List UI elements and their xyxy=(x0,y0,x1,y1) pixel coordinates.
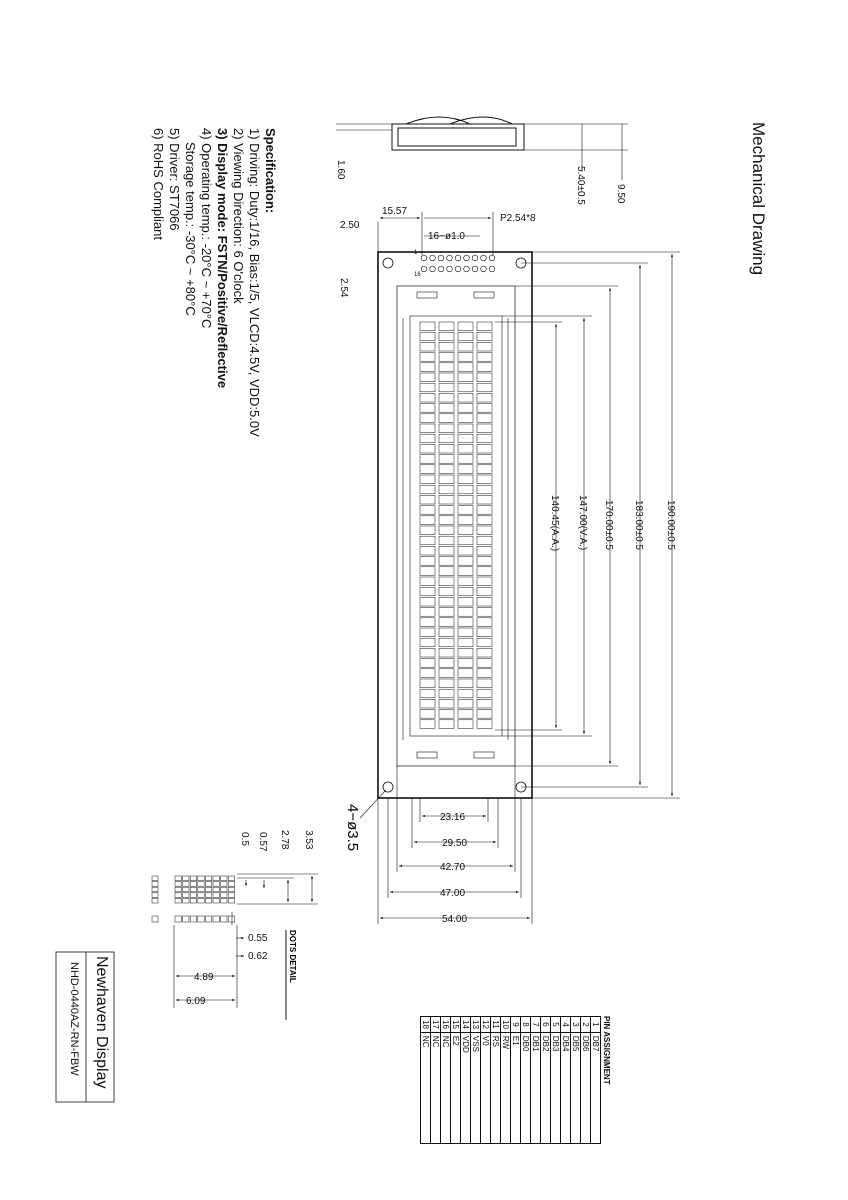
spec-line: 1) Driving: Duty:1/16, Bias:1/5, VLCD:4.5V, VDD:5.0V xyxy=(247,128,262,437)
dot xyxy=(175,876,181,881)
pin-signal: DB3 xyxy=(551,1032,561,1143)
dot xyxy=(221,876,227,881)
pin-number: 3 xyxy=(571,1017,581,1033)
pin-number: 6 xyxy=(541,1017,551,1033)
dot xyxy=(205,876,211,881)
dim-width-aa: 23.16 xyxy=(440,812,466,823)
pin-signal: VDD xyxy=(461,1032,471,1143)
cursor-dot xyxy=(221,916,227,922)
dot xyxy=(190,887,196,892)
dot xyxy=(205,887,211,892)
pin-signal: DB5 xyxy=(571,1032,581,1143)
dot xyxy=(213,882,219,887)
pin-row xyxy=(561,1017,571,1144)
cursor-dot xyxy=(175,916,181,922)
dim-mount-holes: 4−ø3.5 xyxy=(344,804,361,852)
cursor-dot xyxy=(228,916,234,922)
pin-number: 7 xyxy=(531,1017,541,1033)
spec-line: 5) Driver: ST7066 xyxy=(167,128,182,231)
pin-number: 17 xyxy=(431,1017,441,1033)
pin-number: 14 xyxy=(461,1017,471,1033)
company-name: Newhaven Display xyxy=(93,956,110,1089)
dots-grid xyxy=(152,876,235,922)
pin-row xyxy=(541,1017,551,1144)
neighbor-dot xyxy=(152,876,158,881)
pin-row xyxy=(551,1017,561,1144)
pin-signal: NC xyxy=(431,1032,441,1143)
pin-number: 8 xyxy=(521,1017,531,1033)
pin-number: 5 xyxy=(551,1017,561,1033)
pin-signal: E1 xyxy=(511,1032,521,1143)
dot xyxy=(190,876,196,881)
pin-row xyxy=(461,1017,471,1144)
pin-signal: DB1 xyxy=(531,1032,541,1143)
dim-width-bezel: 42.70 xyxy=(440,862,466,873)
dot xyxy=(198,882,204,887)
pin-number: 16 xyxy=(441,1017,451,1033)
pin-row xyxy=(471,1017,481,1144)
dot xyxy=(213,893,219,898)
dot xyxy=(175,898,181,903)
pin-signal: DB0 xyxy=(521,1032,531,1143)
dim-pin-offset: 15.57 xyxy=(382,206,408,217)
pin-number: 1 xyxy=(591,1017,601,1033)
pin-16-label: 16 xyxy=(414,272,421,278)
pin-number: 9 xyxy=(511,1017,521,1033)
pin-number: 15 xyxy=(451,1017,461,1033)
pin-number: 13 xyxy=(471,1017,481,1033)
dot xyxy=(228,893,234,898)
dot xyxy=(175,893,181,898)
pin-row xyxy=(581,1017,591,1144)
pin-number: 2 xyxy=(581,1017,591,1033)
neighbor-cursor-dot xyxy=(152,916,158,922)
dot xyxy=(221,893,227,898)
dot xyxy=(183,898,189,903)
pin-signal: RW xyxy=(501,1032,511,1143)
pin-row xyxy=(511,1017,521,1144)
dot xyxy=(198,887,204,892)
pin-number: 12 xyxy=(481,1017,491,1033)
spec-line: 6) RoHS Compliant xyxy=(151,128,166,240)
dots-detail-title: DOTS DETAIL xyxy=(288,930,297,983)
pin-number: 18 xyxy=(421,1017,431,1033)
dim-side-2: 5.40±0.5 xyxy=(575,166,586,205)
dot xyxy=(221,882,227,887)
cursor-dot xyxy=(213,916,219,922)
dot xyxy=(175,882,181,887)
pin-signal: VSS xyxy=(471,1032,481,1143)
dot xyxy=(183,876,189,881)
dots-detail xyxy=(152,830,318,1020)
dot xyxy=(183,882,189,887)
pin-1-label: 1 xyxy=(414,250,418,256)
dim-side-3: 9.50 xyxy=(615,184,626,204)
pin-signal: DB7 xyxy=(591,1032,601,1143)
dim-char-w: 4.89 xyxy=(194,972,214,983)
pin-assignment xyxy=(420,1016,611,1144)
dim-pin-holes: 16−ø1.0 xyxy=(428,231,465,242)
pin-row xyxy=(521,1017,531,1144)
pin-signal: DB6 xyxy=(581,1032,591,1143)
dot xyxy=(175,887,181,892)
pin-signal: V0 xyxy=(481,1032,491,1143)
dot xyxy=(190,882,196,887)
dot xyxy=(221,887,227,892)
dim-active-area: 140.45(A.A.) xyxy=(549,495,560,552)
dim-dot-w: 0.55 xyxy=(248,933,268,944)
spec-line: Storage temp.: -30°C ~ +80°C xyxy=(183,142,198,316)
dot xyxy=(190,898,196,903)
cursor-dot xyxy=(190,916,196,922)
pin-signal: RS xyxy=(491,1032,501,1143)
dot xyxy=(190,893,196,898)
dim-bezel-length: 170.00±0.5 xyxy=(603,500,614,550)
pin-row xyxy=(501,1017,511,1144)
dot xyxy=(213,887,219,892)
dim-char-pitch: 6.09 xyxy=(186,996,206,1007)
dim-width-overall: 54.00 xyxy=(442,914,468,925)
cursor-dot xyxy=(198,916,204,922)
dot xyxy=(198,876,204,881)
dim-pin-pitch: P2.54*8 xyxy=(500,213,536,224)
dot xyxy=(213,898,219,903)
spec-line: 3) Display mode: FSTN/Positive/Reflective xyxy=(215,128,230,389)
dot xyxy=(228,882,234,887)
dim-width-va: 29.50 xyxy=(442,838,468,849)
pin-number: 4 xyxy=(561,1017,571,1033)
neighbor-dot xyxy=(152,893,158,898)
dot xyxy=(183,887,189,892)
pin-signal: DB4 xyxy=(561,1032,571,1143)
pin-number: 11 xyxy=(491,1017,501,1033)
part-number: NHD-0440AZ-RN-FBW xyxy=(68,962,80,1076)
pin-row xyxy=(451,1017,461,1144)
spec-line: 2) Viewing Direction: 6 O'clock xyxy=(231,128,246,304)
pin-assignment-title: PIN ASSIGNMENT xyxy=(602,1016,611,1085)
dot xyxy=(221,898,227,903)
dim-side-1: 1.60 xyxy=(335,160,346,180)
pin-signal: NC xyxy=(421,1032,431,1143)
dim-char-sub-3: 0.5 xyxy=(239,832,250,846)
pin-table xyxy=(420,1016,601,1144)
dim-view-area: 147.00(V.A.) xyxy=(577,495,588,551)
dot xyxy=(205,882,211,887)
module-front-view xyxy=(378,252,532,798)
page-title: Mechanical Drawing xyxy=(749,122,768,276)
pin-row xyxy=(491,1017,501,1144)
dot xyxy=(228,898,234,903)
dot xyxy=(198,898,204,903)
dot xyxy=(228,887,234,892)
neighbor-dot xyxy=(152,882,158,887)
dot xyxy=(205,893,211,898)
pin-row xyxy=(431,1017,441,1144)
pin-number: 10 xyxy=(501,1017,511,1033)
dim-char-h: 3.53 xyxy=(303,830,314,850)
dot xyxy=(205,898,211,903)
spec-line: 4) Operating temp.: -20°C ~ +70°C xyxy=(199,128,214,329)
dot xyxy=(183,893,189,898)
dim-char-sub-2: 0.57 xyxy=(257,832,268,852)
dot xyxy=(198,893,204,898)
pin-row xyxy=(531,1017,541,1144)
dim-dot-pitch: 0.62 xyxy=(248,951,268,962)
pin-row xyxy=(571,1017,581,1144)
pin-row xyxy=(421,1017,431,1144)
dot xyxy=(228,876,234,881)
cursor-dot xyxy=(183,916,189,922)
dim-hole-spacing: 183.00±0.5 xyxy=(633,500,644,550)
neighbor-dot xyxy=(152,898,158,903)
dim-overall-length: 190.00±0.5 xyxy=(665,500,676,550)
neighbor-dot xyxy=(152,887,158,892)
pin-row xyxy=(481,1017,491,1144)
dim-row-gap: 2.54 xyxy=(338,278,349,298)
pin-row xyxy=(441,1017,451,1144)
pin-signal: E2 xyxy=(451,1032,461,1143)
cursor-dot xyxy=(205,916,211,922)
spec-heading: Specification: xyxy=(263,128,278,214)
dim-char-sub-1: 2.78 xyxy=(279,830,290,850)
pin-signal: DB2 xyxy=(541,1032,551,1143)
dot xyxy=(213,876,219,881)
dim-width-holes: 47.00 xyxy=(440,888,466,899)
dim-hole-edge: 2.50 xyxy=(340,220,360,231)
pin-signal: NC xyxy=(441,1032,451,1143)
pin-row xyxy=(591,1017,601,1144)
